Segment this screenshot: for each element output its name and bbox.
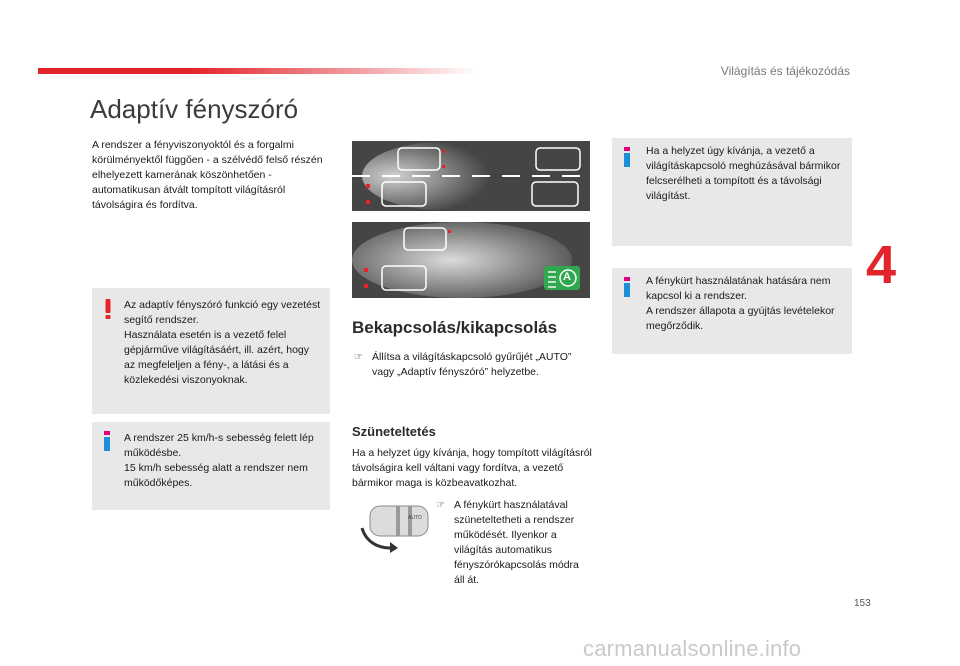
heading-pause: Szüneteltetés [352, 424, 436, 439]
chapter-number: 4 [866, 235, 897, 295]
on-off-bullet-text: Állítsa a világításkapcsoló gyűrűjét „AUTO” vagy „Adaptív fényszóró” helyzetbe. [372, 351, 572, 378]
info-speed-text: A rendszer 25 km/h-s sebesség felett lép működésbe. 15 km/h sebesség alatt a rendszer nem működőképes. [124, 432, 314, 489]
exclamation-icon [100, 298, 116, 320]
header-accent-bar [38, 68, 478, 74]
info-icon [620, 146, 634, 168]
stalk-label: AUTO [408, 515, 422, 521]
intro-paragraph: A rendszer a fényviszonyoktól és a forgalmi körülményektől függően - a szélvédő felső részén elhelyezett kamerának köszönhetően - automatikusan átvált tompított világításról távolságira és fordítva. [92, 139, 323, 211]
watermark: carmanualsonline.info [583, 636, 802, 661]
info-horn-text: A fénykürt használatának hatására nem kapcsol ki a rendszer. A rendszer állapota a gyújtás levételekor megőrződik. [646, 275, 835, 332]
pointing-hand-icon: ☞ [436, 500, 445, 511]
warning-text: Az adaptív fényszóró funkció egy vezetést segítő rendszer. Használata esetén is a vezető felel gépjárműve világításáért, ill. azért, hogy az megfeleljen a fény-, a látási és a közlekedési viszonyoknak. [124, 299, 321, 386]
pause-paragraph: Ha a helyzet úgy kívánja, hogy tompított világításról távolságira kell váltani vagy fordítva, a vezető bármikor maga is közbeavatkozhat. [352, 447, 592, 489]
page-number: 153 [854, 598, 871, 609]
info-icon [100, 430, 114, 452]
info-switch-text: Ha a helyzet úgy kívánja, a vezető a világításkapcsoló meghúzásával bármikor felcserélheti a tompított és a távolsági világítást. [646, 145, 841, 202]
warning-box [92, 288, 330, 414]
info-icon [620, 276, 634, 298]
page-title: Adaptív fényszóró [90, 94, 299, 124]
pointing-hand-icon: ☞ [354, 352, 363, 363]
info-box-horn [612, 268, 852, 354]
heading-on-off: Bekapcsolás/kikapcsolás [352, 318, 558, 337]
adaptive-lamp-badge-letter: A [563, 271, 571, 283]
illustration-road-low-beam [352, 138, 590, 214]
light-stalk-illustration [356, 498, 432, 554]
on-off-bullet [354, 350, 590, 380]
illustration-road-high-beam [352, 222, 590, 298]
section-title: Világítás és tájékozódás [720, 64, 850, 78]
pause-bullet-text: A fénykürt használatával szüneteltetheti a rendszer működését. Ilyenkor a világítás automatikus fényszórókapcsolás módra áll át. [454, 499, 579, 586]
info-box-switch [612, 138, 852, 246]
pause-bullet [436, 498, 592, 588]
info-box-speed [92, 422, 330, 510]
